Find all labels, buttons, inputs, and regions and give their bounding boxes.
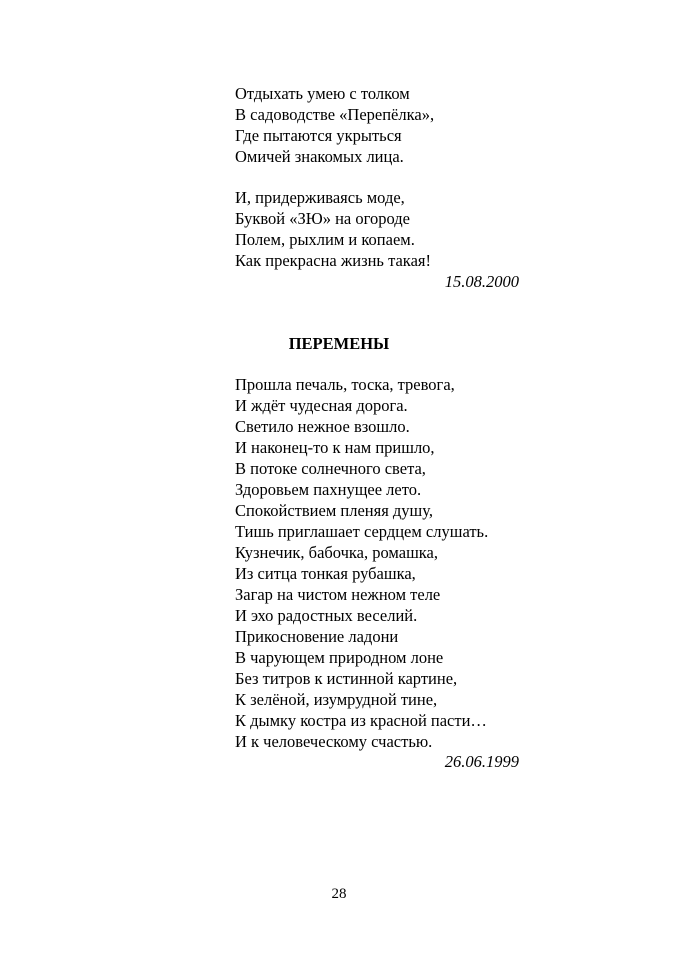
page-number: 28 bbox=[331, 886, 347, 902]
poem-line: Из ситца тонкая рубашка, bbox=[235, 564, 416, 583]
poem-1-date: 15.08.2000 bbox=[444, 272, 519, 291]
poem-line: К зелёной, изумрудной тине, bbox=[235, 690, 438, 709]
poem-1-stanza-2 bbox=[235, 187, 535, 271]
poem-line: В садоводстве «Перепёлка», bbox=[235, 105, 435, 124]
poem-line: И наконец-то к нам пришло, bbox=[235, 438, 435, 457]
poem-line: И ждёт чудесная дорога. bbox=[235, 396, 408, 415]
poem-line: Отдыхать умею с толком bbox=[235, 84, 410, 103]
poem-line: И к человеческому счастью. bbox=[235, 732, 433, 751]
poem-line: Полем, рыхлим и копаем. bbox=[235, 230, 415, 249]
poem-line: Спокойствием пленяя душу, bbox=[235, 501, 433, 520]
poem-line: Светило нежное взошло. bbox=[235, 417, 410, 436]
poem-line: Прикосновение ладони bbox=[235, 627, 399, 646]
poem-line: Здоровьем пахнущее лето. bbox=[235, 480, 422, 499]
poem-line: Загар на чистом нежном теле bbox=[235, 585, 441, 604]
poem-1-stanza-1 bbox=[235, 83, 535, 167]
poem-2-title: ПЕРЕМЕНЫ bbox=[288, 334, 390, 353]
poem-line: Буквой «ЗЮ» на огороде bbox=[235, 209, 410, 228]
poem-line: Как прекрасна жизнь такая! bbox=[235, 251, 431, 270]
poem-2-date: 26.06.1999 bbox=[444, 752, 519, 771]
poem-line: В чарующем природном лоне bbox=[235, 648, 444, 667]
poem-line: Без титров к истинной картине, bbox=[235, 669, 458, 688]
poem-line: Кузнечик, бабочка, ромашка, bbox=[235, 543, 439, 562]
poem-line: И, придерживаясь моде, bbox=[235, 188, 405, 207]
poem-line: Омичей знакомых лица. bbox=[235, 147, 404, 166]
poem-line: И эхо радостных веселий. bbox=[235, 606, 418, 625]
poem-line: К дымку костра из красной пасти… bbox=[235, 711, 487, 730]
poem-line: Тишь приглашает сердцем слушать. bbox=[235, 522, 489, 541]
poem-line: Где пытаются укрыться bbox=[235, 126, 402, 145]
poem-line: В потоке солнечного света, bbox=[235, 459, 426, 478]
poem-2-body bbox=[235, 374, 535, 752]
poem-line: Прошла печаль, тоска, тревога, bbox=[235, 375, 455, 394]
